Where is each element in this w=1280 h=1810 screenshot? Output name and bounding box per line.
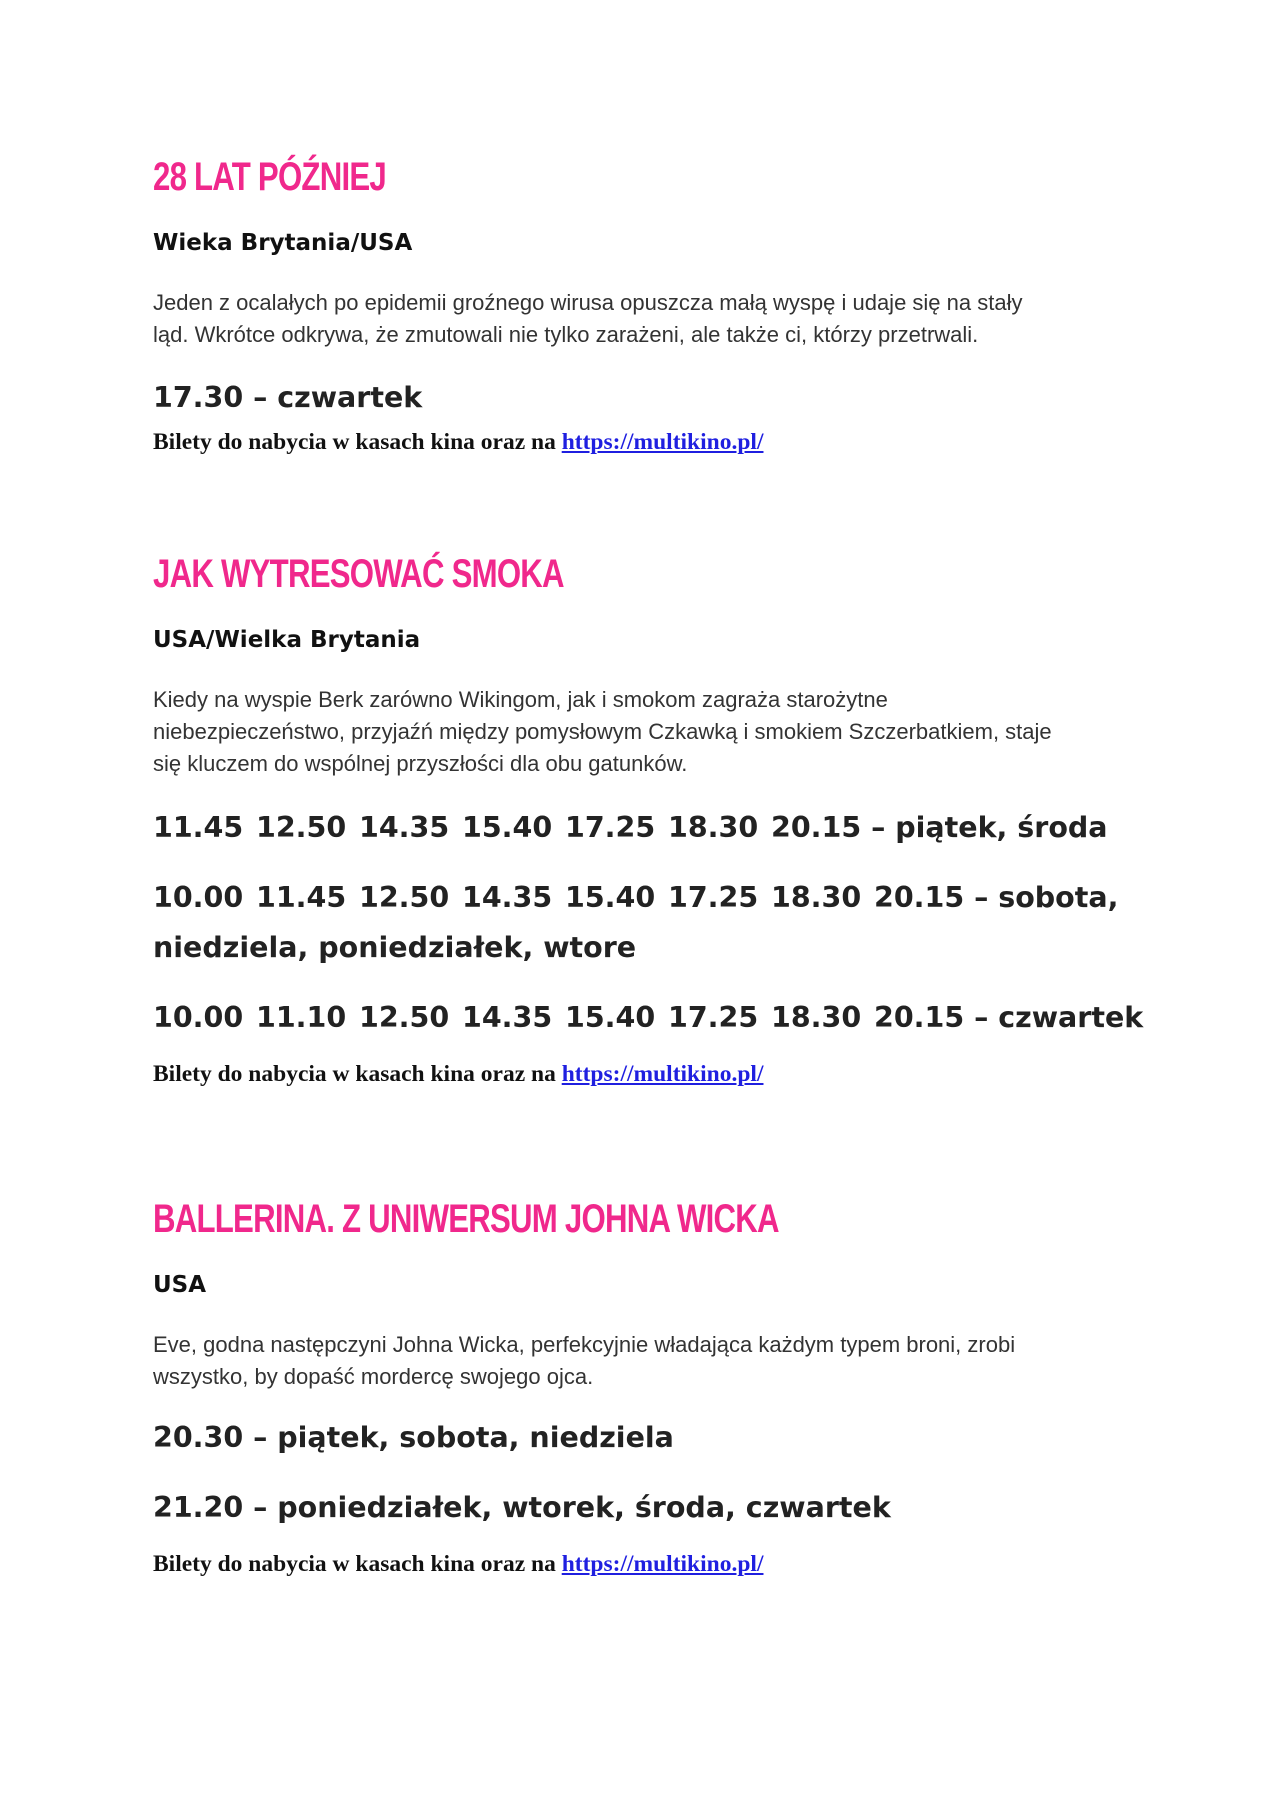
showtime-days: 20.30 – piątek, sobota, niedziela [153, 1421, 674, 1454]
description-line: ląd. Wkrótce odkrywa, że zmutowali nie tylko zarażeni, ale także ci, którzy przetrwali. [153, 322, 979, 347]
showtime-time: 12.50 [256, 811, 347, 844]
showtime-time: 15.40 [462, 811, 553, 844]
showtime-time: 12.50 [359, 1001, 450, 1034]
showtime-row [153, 993, 1143, 1043]
tickets-link[interactable]: https://multikino.pl/ [561, 429, 764, 455]
tickets-info [153, 427, 763, 457]
showtime-time: 18.30 [668, 811, 759, 844]
showtime-time: 11.45 [256, 881, 347, 914]
showtime-time: 10.00 [153, 1001, 244, 1034]
movie-country: Wieka Brytania/USA [153, 230, 413, 256]
movie-description [153, 287, 1153, 351]
showtime-row [153, 373, 422, 423]
showtime-time: 15.40 [565, 1001, 656, 1034]
showtime-days: niedziela, poniedziałek, wtore [153, 931, 637, 964]
showtime-days: 17.30 – czwartek [153, 381, 423, 414]
movie-title: JAK WYTRESOWAĆ SMOKA [153, 552, 564, 596]
tickets-text: Bilety do nabycia w kasach kina oraz na [153, 1551, 556, 1577]
movie-jak-wytresowac-smoka [153, 549, 1153, 1087]
description-line: Eve, godna następczyni Johna Wicka, perfekcyjnie władająca każdym typem broni, zrobi [153, 1332, 1016, 1357]
showtime-time: 18.30 [771, 881, 862, 914]
showtime-row [153, 803, 1108, 853]
showtime-time: 17.25 [668, 881, 759, 914]
showtime-time: 17.25 [565, 811, 656, 844]
description-line: się kluczem do wspólnej przyszłości dla obu gatunków. [153, 751, 688, 776]
movie-title: 28 LAT PÓŹNIEJ [153, 155, 386, 199]
movie-ballerina [153, 1194, 1153, 1577]
movie-28-lat-pozniej [153, 152, 1153, 455]
tickets-text: Bilety do nabycia w kasach kina oraz na [153, 429, 556, 455]
description-line: wszystko, by dopaść mordercę swojego ojca. [153, 1364, 594, 1389]
description-line: niebezpieczeństwo, przyjaźń między pomysłowym Czkawką i smokiem Szczerbatkiem, staje [153, 719, 1052, 744]
showtime-time: 15.40 [565, 881, 656, 914]
showtime-time: 14.35 [462, 1001, 553, 1034]
movie-country: USA/Wielka Brytania [153, 627, 421, 653]
showtime-time: 18.30 [771, 1001, 862, 1034]
showtime-time: 14.35 [359, 811, 450, 844]
showtime-row [153, 1413, 674, 1463]
description-line: Kiedy na wyspie Berk zarówno Wikingom, jak i smokom zagraża starożytne [153, 687, 888, 712]
showtime-row [153, 873, 1118, 923]
showtime-days: 21.20 – poniedziałek, wtorek, środa, czwartek [153, 1491, 891, 1524]
showtime-days: 20.15 – piątek, środa [771, 811, 1108, 844]
description-line: Jeden z ocalałych po epidemii groźnego wirusa opuszcza małą wyspę i udaje się na stały [153, 290, 1023, 315]
showtime-days: 20.15 – czwartek [874, 1001, 1144, 1034]
movie-description [153, 1329, 1153, 1393]
tickets-link[interactable]: https://multikino.pl/ [561, 1551, 764, 1577]
movie-country: USA [153, 1272, 207, 1298]
movie-description [153, 684, 1153, 780]
tickets-text: Bilety do nabycia w kasach kina oraz na [153, 1061, 556, 1087]
showtime-time: 14.35 [462, 881, 553, 914]
showtime-row-continuation [153, 923, 636, 973]
showtime-time: 11.45 [153, 811, 244, 844]
showtime-row [153, 1483, 891, 1533]
movie-title: BALLERINA. Z UNIWERSUM JOHNA WICKA [153, 1197, 779, 1241]
showtime-time: 11.10 [256, 1001, 347, 1034]
tickets-info [153, 1059, 763, 1089]
showtime-days: 20.15 – sobota, [874, 881, 1119, 914]
showtime-time: 12.50 [359, 881, 450, 914]
showtime-time: 17.25 [668, 1001, 759, 1034]
tickets-info [153, 1549, 763, 1579]
tickets-link[interactable]: https://multikino.pl/ [561, 1061, 764, 1087]
showtime-time: 10.00 [153, 881, 244, 914]
